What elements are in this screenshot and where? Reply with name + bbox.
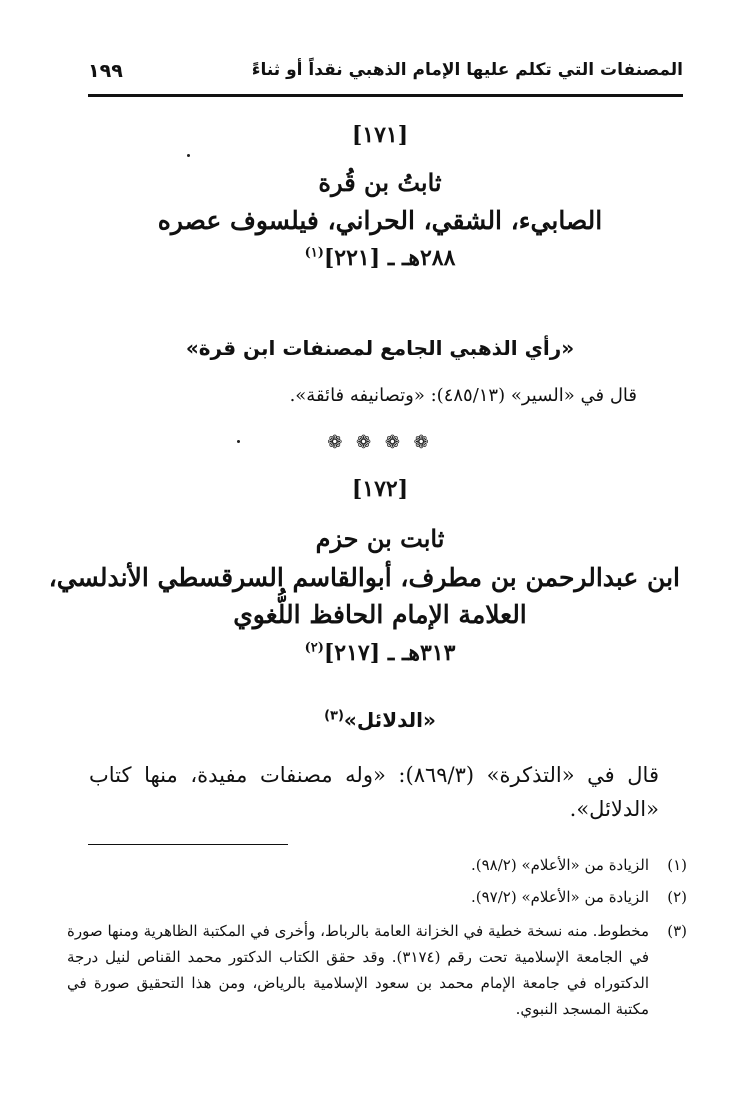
entry-number-172: [١٧٢] bbox=[351, 476, 409, 502]
entry-description-172-line2: العلامة الإمام الحافظ اللُّغوي bbox=[233, 600, 527, 629]
entry-dates-172 bbox=[80, 640, 680, 666]
entry-name-171: ثابتُ بن قُرة bbox=[318, 168, 442, 197]
footnote-ref-3: (٣) bbox=[324, 708, 344, 724]
entry-dates-171 bbox=[80, 245, 680, 271]
footnote-number: (١) bbox=[667, 856, 687, 874]
section-ornament: ❁ ❁ ❁ ❁ bbox=[327, 432, 433, 453]
print-speck bbox=[187, 154, 190, 157]
entry-number-171: [١٧١] bbox=[351, 122, 409, 148]
footnote-1 bbox=[67, 852, 687, 878]
dates-dash: ـ bbox=[380, 245, 395, 271]
birth-year: [٢١٧] bbox=[323, 640, 381, 666]
header-rule bbox=[88, 94, 683, 97]
work-title-172 bbox=[80, 708, 680, 732]
page-number: ١٩٩ bbox=[88, 60, 123, 82]
birth-year: [٢٢١] bbox=[323, 245, 381, 271]
footnote-ref-1: (١) bbox=[304, 245, 324, 261]
death-year: ٢٨٨هـ bbox=[401, 245, 456, 271]
footnote-2 bbox=[67, 884, 687, 910]
footnote-text: مخطوط. منه نسخة خطية في الخزانة العامة بالرباط، وأخرى في المكتبة الظاهرية ومنها صورة في الجامعة الإسلامية تحت رقم (٣١٧٤). وقد حقق الكتاب الدكتور محمد القناص لنيل درجة الدكتوراه في جامعة الإمام محمد بن سعود الإسلامية بالرياض، ومن هذا التحقيق صورة في مكتبة المسجد النبوي. bbox=[67, 922, 649, 1018]
entry-description-172-line1: ابن عبدالرحمن بن مطرف، أبوالقاسم السرقسطي الأندلسي، bbox=[48, 563, 680, 592]
footnote-text: الزيادة من «الأعلام» (٩٨/٢). bbox=[470, 856, 649, 874]
death-year: ٣١٣هـ bbox=[401, 640, 456, 666]
section-title-171: «رأي الذهبي الجامع لمصنفات ابن قرة» bbox=[185, 336, 575, 360]
body-paragraph-172: قال في «التذكرة» (٨٦٩/٣): «وله مصنفات مفيدة، منها كتاب «الدلائل». bbox=[89, 763, 659, 821]
running-title: المصنفات التي تكلم عليها الإمام الذهبي نقداً أو ثناءً bbox=[251, 60, 683, 80]
footnote-text: الزيادة من «الأعلام» (٩٧/٢). bbox=[470, 888, 649, 906]
work-title-text: «الدلائل» bbox=[343, 708, 436, 732]
footnote-ref-2: (٢) bbox=[304, 640, 324, 656]
footnote-rule bbox=[88, 844, 288, 845]
dates-dash: ـ bbox=[380, 640, 395, 666]
entry-name-172: ثابت بن حزم bbox=[315, 524, 445, 553]
footnote-number: (٣) bbox=[667, 922, 687, 940]
footnote-number: (٢) bbox=[667, 888, 687, 906]
entry-description-171: الصابيء، الشقي، الحراني، فيلسوف عصره bbox=[157, 206, 603, 235]
quote-171: قال في «السير» (٤٨٥/١٣): «وتصانيفه فائقة». bbox=[289, 385, 637, 406]
footnote-3 bbox=[67, 918, 687, 1022]
